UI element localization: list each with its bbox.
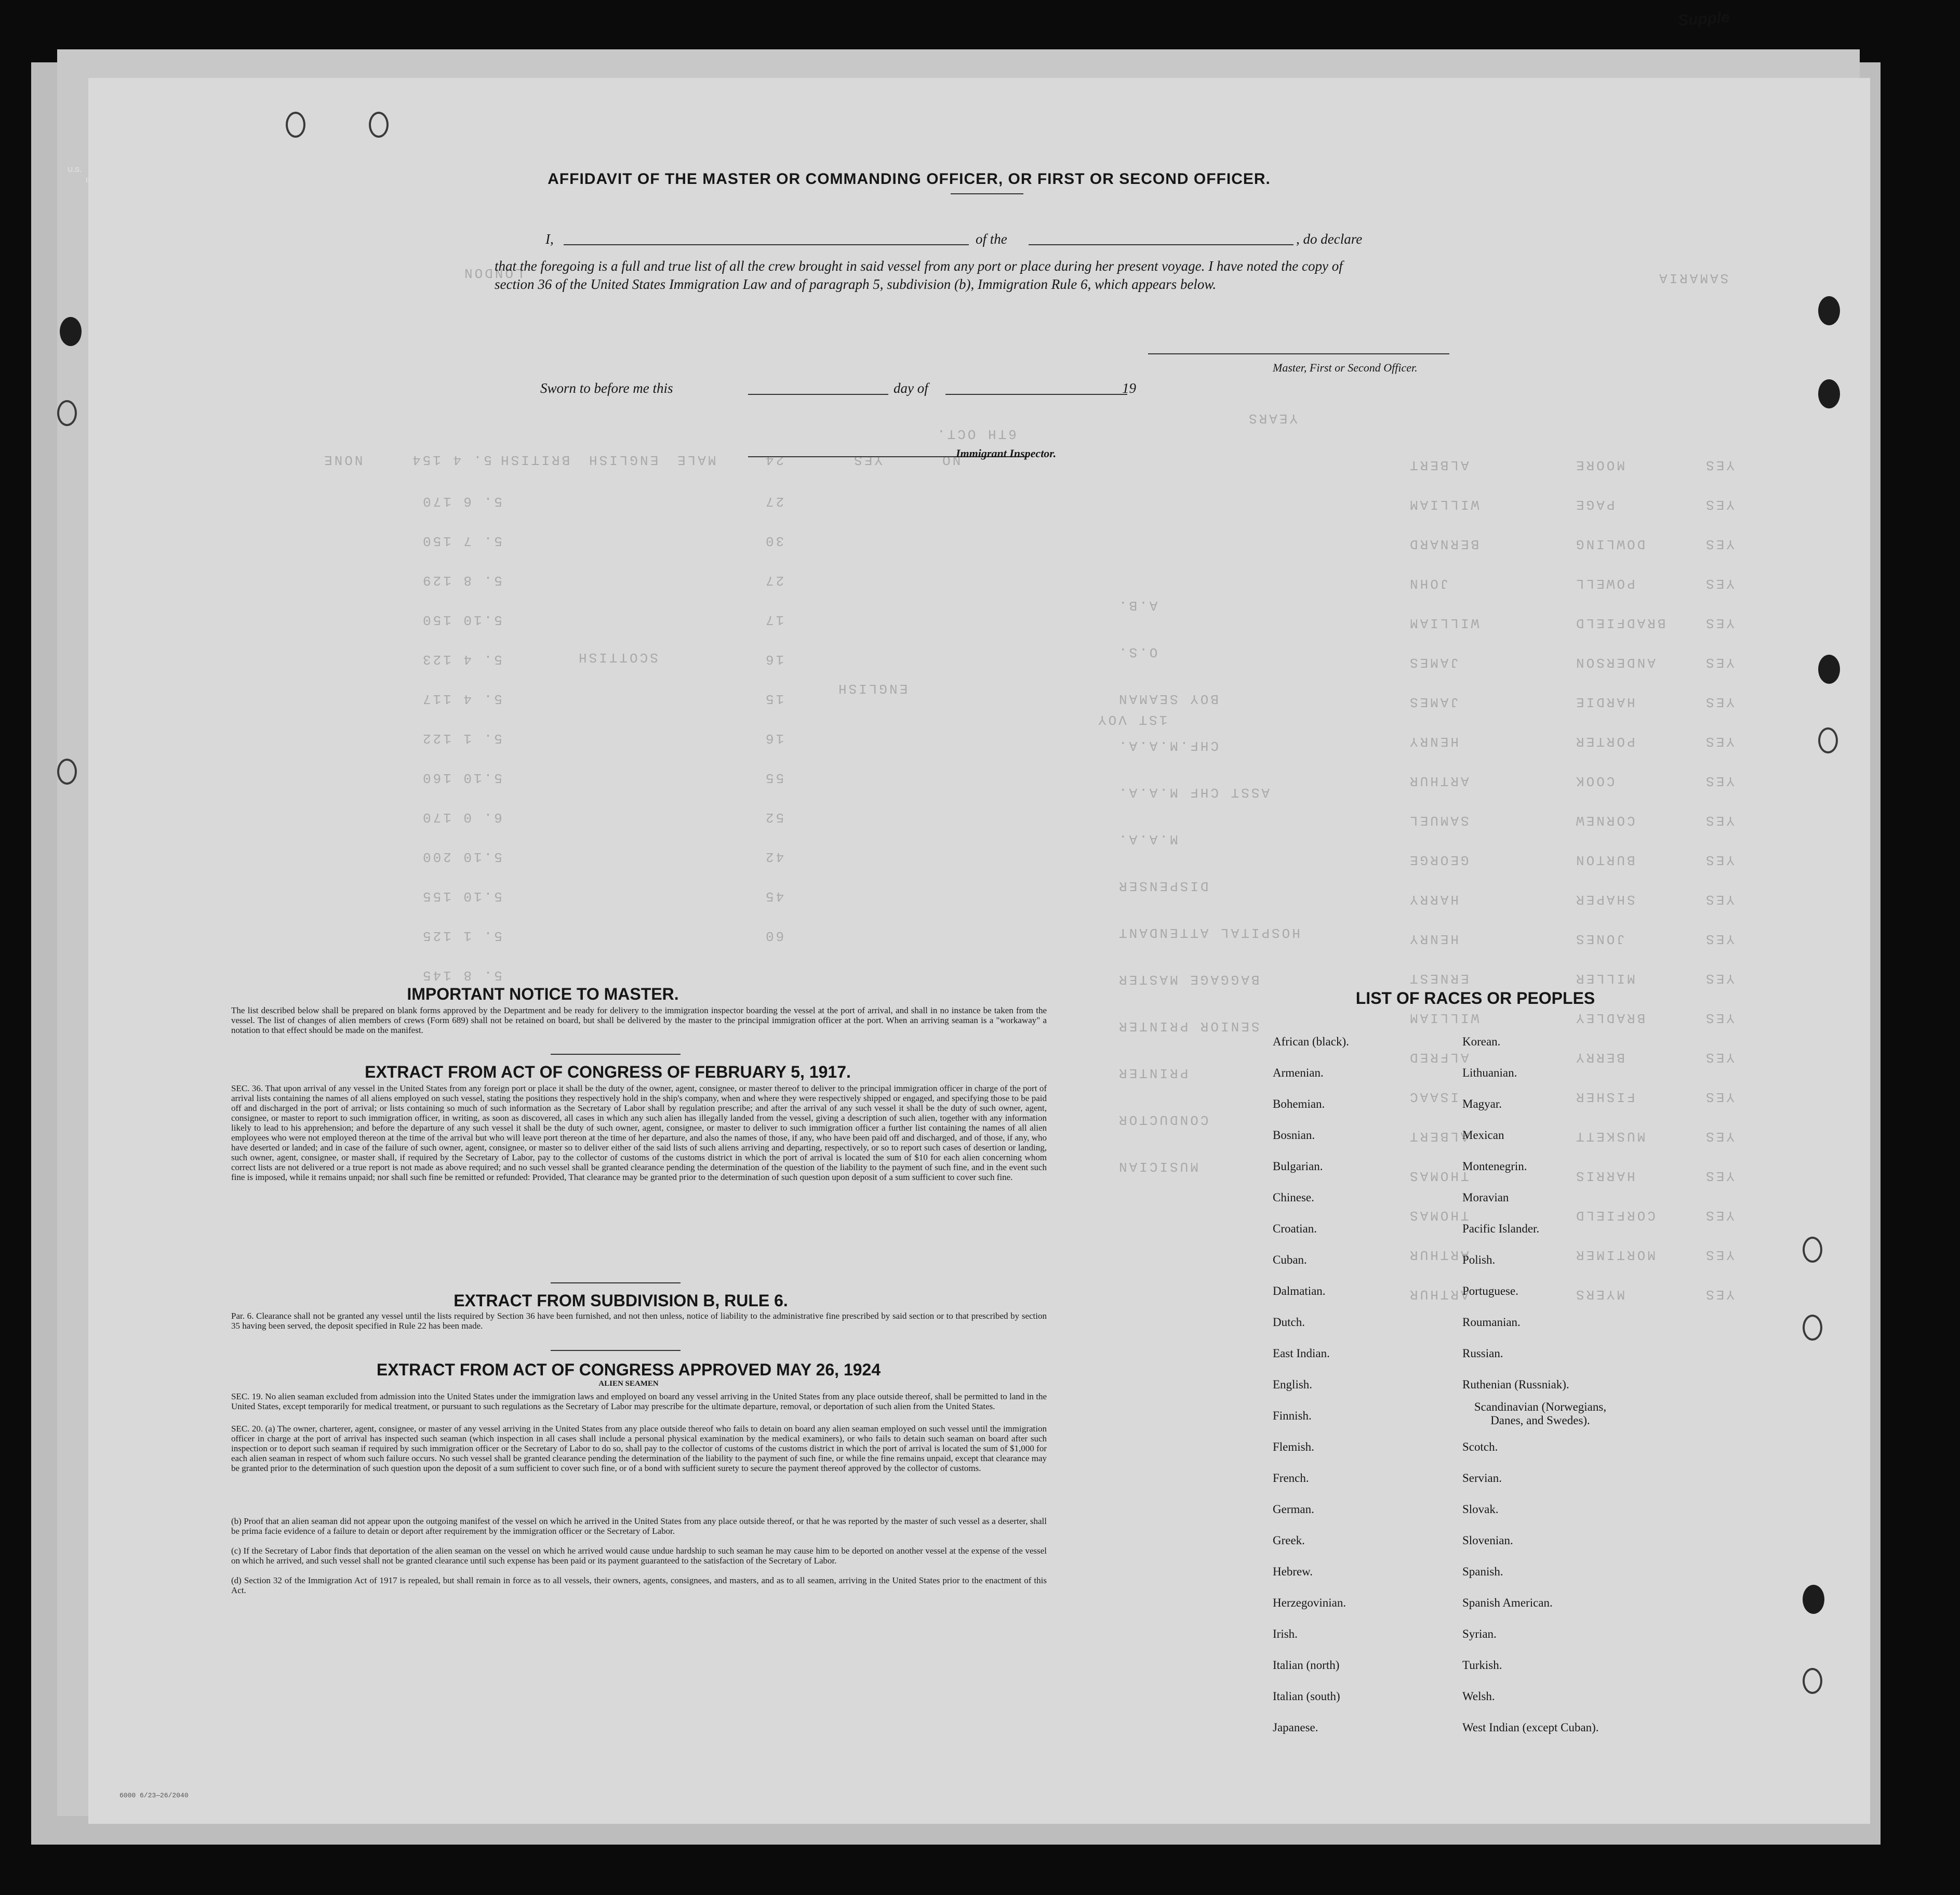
ghost-surname: PAGE: [1574, 497, 1615, 512]
rule6-title: EXTRACT FROM SUBDIVISION B, RULE 6.: [454, 1291, 788, 1310]
ghost-given-name: SAMUEL: [1408, 813, 1469, 828]
ghost-rating: ASST CHF M.A.A.: [1117, 785, 1270, 800]
ghost-surname: MYERS: [1574, 1287, 1625, 1302]
race-item: Lithuanian.: [1462, 1066, 1517, 1079]
race-item: West Indian (except Cuban).: [1462, 1721, 1599, 1734]
divider: [951, 193, 1023, 194]
ghost-age: 55: [764, 770, 784, 786]
binder-hole: [1803, 1668, 1822, 1694]
ghost-given-name: THOMAS: [1408, 1168, 1469, 1184]
ghost-rating: O.S.: [1117, 644, 1158, 660]
race-item: Montenegrin.: [1462, 1160, 1527, 1173]
ghost-first-row: YES: [852, 452, 883, 468]
binder-tab: [1803, 1585, 1824, 1614]
ghost-surname: PORTER: [1574, 734, 1635, 749]
race-item: Moravian: [1462, 1191, 1509, 1204]
affidavit-of-the: of the: [976, 231, 1007, 247]
race-item: Hebrew.: [1273, 1565, 1313, 1578]
ghost-yes: YES: [1704, 655, 1735, 670]
ghost-yes: YES: [1704, 576, 1735, 591]
extract-1924-title: EXTRACT FROM ACT OF CONGRESS APPROVED MAY 26, 1924: [376, 1360, 881, 1379]
ghost-height-weight: 5.10 160: [421, 770, 502, 786]
race-item: Slovenian.: [1462, 1534, 1513, 1547]
ghost-surname: MUSKETT: [1574, 1129, 1646, 1144]
ghost-age: 16: [764, 652, 784, 667]
race-item: Cuban.: [1273, 1253, 1307, 1266]
ghost-height-weight: 5. 7 150: [421, 533, 502, 549]
race-item: Welsh.: [1462, 1690, 1495, 1703]
ghost-rating: CHF.M.A.A.: [1117, 738, 1219, 753]
affidavit-title: AFFIDAVIT OF THE MASTER OR COMMANDING OFFICER, OR FIRST OR SECOND OFFICER.: [548, 170, 1271, 188]
binder-tab: [1818, 655, 1840, 684]
binder-tab: [1818, 379, 1840, 408]
ghost-given-name: WILLIAM: [1408, 1010, 1479, 1026]
ghost-surname: JONES: [1574, 931, 1625, 947]
ghost-yes: YES: [1704, 852, 1735, 868]
ghost-age: 42: [764, 849, 784, 865]
race-item: Russian.: [1462, 1347, 1503, 1360]
ghost-surname: BRADLEY: [1574, 1010, 1646, 1026]
binder-hole: [1803, 1315, 1822, 1341]
ghost-port: LONDON: [462, 265, 524, 281]
race-item: Scandinavian (Norwegians, Danes, and Swedes).: [1474, 1400, 1607, 1427]
ghost-yes: YES: [1704, 1089, 1735, 1105]
sec20d-text: (d) Section 32 of the Immigration Act of 1917 is repealed, but shall remain in force as to all vessels, their owners, agents, consignees, and masters, and as to all seamen, arriving in the United States prior to the enactment of this Act.: [231, 1575, 1047, 1595]
ghost-height-weight: 5. 6 170: [421, 494, 502, 509]
divider: [551, 1350, 681, 1351]
ghost-height-weight: 5.10 150: [421, 612, 502, 628]
year-label: 19: [1122, 380, 1136, 396]
ghost-age: 15: [764, 691, 784, 707]
ghost-given-name: ARTHUR: [1408, 1247, 1469, 1263]
ghost-first-row: 24: [764, 452, 784, 468]
inspector-label: Immigrant Inspector.: [956, 447, 1057, 460]
race-item: Dutch.: [1273, 1316, 1305, 1329]
race-item: Magyar.: [1462, 1097, 1502, 1110]
ghost-yes: YES: [1704, 1129, 1735, 1144]
ghost-given-name: GEORGE: [1408, 852, 1469, 868]
left-margin-mark: U.S.: [68, 165, 82, 174]
ghost-given-name: HENRY: [1408, 931, 1459, 947]
ghost-surname: POWELL: [1574, 576, 1635, 591]
ghost-first-row: 5. 4 154: [410, 452, 492, 468]
ghost-rating: A.B.: [1117, 598, 1158, 613]
race-item: Spanish.: [1462, 1565, 1503, 1578]
ghost-age: 17: [764, 612, 784, 628]
divider: [551, 1054, 681, 1055]
ghost-surname: SHAPER: [1574, 892, 1635, 907]
ghost-given-name: HENRY: [1408, 734, 1459, 749]
ghost-age: 45: [764, 889, 784, 904]
ghost-given-name: JOHN: [1408, 576, 1449, 591]
affidavit-i: I,: [545, 231, 554, 247]
ghost-given-name: ALFRED: [1408, 1050, 1469, 1065]
ghost-extra: SCOTTISH: [577, 650, 658, 665]
race-item: Scotch.: [1462, 1440, 1498, 1453]
race-item: Ruthenian (Russniak).: [1462, 1378, 1569, 1391]
race-item: Servian.: [1462, 1472, 1502, 1485]
binder-tab: [60, 317, 82, 346]
race-item: English.: [1273, 1378, 1313, 1391]
ghost-height-weight: 5.10 200: [421, 849, 502, 865]
race-item: Portuguese.: [1462, 1284, 1518, 1297]
ghost-surname: MOORE: [1574, 457, 1625, 473]
races-title: LIST OF RACES OR PEOPLES: [1355, 989, 1595, 1008]
ghost-height-weight: 6. 0 170: [421, 810, 502, 825]
binder-tab: [1818, 296, 1840, 325]
day-blank: [748, 394, 888, 395]
ghost-age: 60: [764, 928, 784, 944]
races-column-1: [1273, 1026, 1349, 1743]
ghost-given-name: ARTHUR: [1408, 1287, 1469, 1302]
ghost-surname: CORFIELD: [1574, 1208, 1656, 1223]
ghost-surname: DOWLING: [1574, 536, 1646, 552]
ghost-age: 52: [764, 810, 784, 825]
signature-label: Master, First or Second Officer.: [1273, 361, 1418, 374]
sec20c-text: (c) If the Secretary of Labor finds that deportation of the alien seaman on the vessel on which he arrived would cause undue hardship to such seaman he may cause him to be deported on another vessel at the expense of the vessel on which he arrived, and such vessel shall not be granted clearance until such expense has been paid or its payment guaranteed to the satisfaction of the Secretary of Labor.: [231, 1546, 1047, 1566]
ghost-height-weight: 5. 1 125: [421, 928, 502, 944]
race-item: Greek.: [1273, 1534, 1305, 1547]
ghost-height-weight: 5. 4 123: [421, 652, 502, 667]
ghost-rating: BOY SEAMAN: [1117, 691, 1219, 707]
ghost-given-name: JAMES: [1408, 655, 1459, 670]
ghost-given-name: THOMAS: [1408, 1208, 1469, 1223]
race-item: Flemish.: [1273, 1440, 1314, 1453]
ghost-years: YEARS: [1247, 410, 1298, 426]
day-of-label: day of: [894, 380, 928, 396]
ghost-yes: YES: [1704, 615, 1735, 631]
ghost-rating: CONDUCTOR: [1117, 1112, 1209, 1128]
affidavit-declare: , do declare: [1296, 231, 1363, 247]
race-item: Armenian.: [1273, 1066, 1324, 1079]
ghost-surname: COOK: [1574, 773, 1615, 789]
race-item: Bohemian.: [1273, 1097, 1325, 1110]
ghost-yes: YES: [1704, 1287, 1735, 1302]
ghost-height-weight: 5. 4 117: [421, 691, 502, 707]
binder-hole: [286, 112, 305, 138]
footer-code: 6000 6/23—26/2040: [119, 1792, 189, 1799]
ghost-height-weight: 5. 8 145: [421, 968, 502, 983]
divider: [551, 1282, 681, 1283]
ghost-given-name: ARTHUR: [1408, 773, 1469, 789]
race-item: African (black).: [1273, 1035, 1349, 1048]
ghost-yes: YES: [1704, 773, 1735, 789]
race-item: Turkish.: [1462, 1659, 1502, 1672]
ghost-rating: DISPENSER: [1117, 878, 1209, 894]
ghost-surname: HARDIE: [1574, 694, 1635, 710]
races-column-2: [1462, 1026, 1618, 1743]
ghost-rating: HOSPITAL ATTENDANT: [1117, 925, 1300, 940]
ghost-yes: YES: [1704, 1050, 1735, 1065]
race-item: Pacific Islander.: [1462, 1222, 1540, 1235]
race-item: Finnish.: [1273, 1409, 1312, 1422]
ghost-yes: YES: [1704, 1247, 1735, 1263]
race-item: Italian (north): [1273, 1659, 1340, 1672]
ghost-given-name: ALBERT: [1408, 457, 1469, 473]
ghost-age: 16: [764, 731, 784, 746]
manifest-sheet: [88, 8, 1870, 1824]
ghost-yes: YES: [1704, 971, 1735, 986]
corner-note: Supple: [1677, 8, 1731, 30]
signature-blank: [1148, 353, 1449, 354]
binder-hole: [369, 112, 389, 138]
ghost-height-weight: 5. 8 129: [421, 573, 502, 588]
race-item: German.: [1273, 1503, 1314, 1516]
ghost-given-name: ISAAC: [1408, 1089, 1459, 1105]
race-item: Croatian.: [1273, 1222, 1317, 1235]
ghost-surname: BERRY: [1574, 1050, 1625, 1065]
ghost-rating: MUSICIAN: [1117, 1159, 1198, 1174]
ghost-surname: FISHER: [1574, 1089, 1635, 1105]
ghost-surname: ANDERSON: [1574, 655, 1656, 670]
ghost-given-name: WILLIAM: [1408, 497, 1479, 512]
notice-title: IMPORTANT NOTICE TO MASTER.: [407, 985, 679, 1003]
race-item: Italian (south): [1273, 1690, 1340, 1703]
ghost-surname: HARRIS: [1574, 1168, 1635, 1184]
ghost-age: 27: [764, 573, 784, 588]
ghost-yes: YES: [1704, 1168, 1735, 1184]
binder-hole: [57, 400, 77, 426]
race-item: Bosnian.: [1273, 1129, 1315, 1142]
ghost-given-name: HARRY: [1408, 892, 1459, 907]
name-blank: [564, 244, 969, 245]
race-item: Herzegovinian.: [1273, 1596, 1346, 1609]
ghost-given-name: ALBERT: [1408, 1129, 1469, 1144]
ghost-first-row: NO: [940, 452, 961, 468]
ghost-yes: YES: [1704, 497, 1735, 512]
race-item: Korean.: [1462, 1035, 1501, 1048]
race-item: Slovak.: [1462, 1503, 1499, 1516]
ghost-yes: YES: [1704, 1208, 1735, 1223]
ghost-given-name: ERNEST: [1408, 971, 1469, 986]
race-item: Dalmatian.: [1273, 1284, 1326, 1297]
left-margin-mark: II: [86, 176, 90, 184]
ghost-given-name: BERNARD: [1408, 536, 1479, 552]
ghost-vessel: SAMARIA: [1657, 270, 1729, 286]
ghost-date: 6TH OCT.: [935, 426, 1017, 442]
sec20b-text: (b) Proof that an alien seaman did not appear upon the outgoing manifest of the vessel on which he arrived in the United States from any place outside thereof, or that he was reported by the master of such vessel as a deserter, shall be prima facie evidence of a failure to detain or deport after requirement by the immigration officer or the Secretary of Labor.: [231, 1516, 1047, 1536]
race-item: Irish.: [1273, 1627, 1298, 1640]
ghost-first-row: NONE: [322, 452, 363, 468]
ghost-given-name: WILLIAM: [1408, 615, 1479, 631]
binder-hole: [57, 759, 77, 785]
ghost-rating: SENIOR PRINTER: [1117, 1018, 1260, 1034]
ghost-extra: 1ST VOY: [1096, 712, 1168, 727]
ghost-age: 30: [764, 533, 784, 549]
sec19-text: SEC. 19. No alien seaman excluded from admission into the United States under the immigration laws and employed on board any vessel arriving in the United States from any place outside thereof, shall be permitted to land in the United States, except temporarily for medical treatment, or pursuant to such regulations as the Secretary of Labor may prescribe for the ultimate departure, removal, or deportation of such alien from the United States.: [231, 1392, 1047, 1411]
ghost-extra: ENGLISH: [836, 681, 908, 696]
ghost-yes: YES: [1704, 457, 1735, 473]
ghost-surname: CORNEW: [1574, 813, 1635, 828]
affidavit-body: that the foregoing is a full and true list of all the crew brought in said vessel from any port or place during her present voyage. I have noted the copy of section 36 of the United States Immigration Law and of paragraph 5, subdivision (b), Immigration Rule 6, which appears below.: [495, 258, 1343, 292]
ghost-yes: YES: [1704, 734, 1735, 749]
vessel-blank: [1029, 244, 1294, 245]
ghost-surname: MORTIMER: [1574, 1247, 1656, 1263]
ghost-first-row: MALE: [675, 452, 716, 468]
ghost-given-name: JAMES: [1408, 694, 1459, 710]
race-item: East Indian.: [1273, 1347, 1330, 1360]
ghost-rating: BAGGAGE MASTER: [1117, 972, 1260, 987]
sec20a-text: SEC. 20. (a) The owner, charterer, agent, consignee, or master of any vessel arriving in the United States from any place outside thereof who fails to detain on board any alien seaman employed on such vessel until the immigration officer in charge at the port of arrival has inspected such seaman (which inspection in all cases shall include a personal physical examination by the medical examiners), or who fails to detain such seaman on board after such inspection or to deport such seaman if required by such immigration officer or the Secretary of Labor to do so, shall pay to the collector of customs of the customs district in which the port of arrival is located the sum of $1,000 for each alien seaman in respect of whom such failure occurs. No such vessel shall be granted clearance pending the determination of the liability to the payment of such fine, or while the fine remains unpaid, except that clearance may be granted prior to the determination of such question upon the deposit of a sum sufficient to cover such fine, or of a bond with sufficient surety to secure the payment thereof approved by the collector of customs.: [231, 1424, 1047, 1473]
binder-hole: [1803, 1237, 1822, 1263]
ghost-first-row: ENGLISH: [587, 452, 659, 468]
race-item: Roumanian.: [1462, 1316, 1521, 1329]
race-item: French.: [1273, 1472, 1309, 1485]
ghost-surname: BRADFIELD: [1574, 615, 1666, 631]
extract-1924-subtitle: ALIEN SEAMEN: [598, 1380, 659, 1388]
ghost-rating: M.A.A.: [1117, 831, 1178, 847]
extract-1917-text: SEC. 36. That upon arrival of any vessel in the United States from any foreign port or place it shall be the duty of the owner, agent, consignee, or master thereof to deliver to the principal immigration officer in charge of the port of arrival lists containing the names of all aliens employed on such vessel, stating the positions they respectively hold in the ship's company, when and where they were respectively shipped or engaged, and specifying those to be paid off and discharged in the port of arrival; or lists containing so much of such information as the Secretary of Labor shall by regulation prescribe; and after the arrival of any such vessel it shall be the duty of such owner, agent, consignee, or master to report to such immigration officer, in writing, as soon as discovered, all cases in which any such alien has illegally landed from the vessel, giving a description of such alien, together with any information likely to lead to his apprehension; and before the departure of any such vessel it shall be the duty of such owner, agent, consignee, or master to deliver to such immigration officer a further list containing the names of all alien employees who were not employed thereon at the time of the arrival but who will leave port thereon at the time of her departure, and also the names of those, if any, who have been paid off and discharged, and of those, if any, who have deserted or landed; and in case of the failure of such owner, agent, consignee, or master so to deliver either of the said lists of such aliens arriving and departing, respectively, or so to report such cases of desertion or landing, such owner, agent, consignee, or master shall, if required by the Secretary of Labor, pay to the collector of customs of the customs district in which the port of arrival is located the sum of $10 for each alien concerning whom correct lists are not delivered or a true report is not made as above required; and no such vessel shall be granted clearance pending the determination of the question of the liability to the payment of such fine, and in the event such fine is imposed, while it remains unpaid; nor shall such fine be remitted or refunded: Provided, That clearance may be granted prior to the determination of such question upon deposit of a sum sufficient to cover such fine.: [231, 1083, 1047, 1182]
ghost-rating: PRINTER: [1117, 1065, 1189, 1081]
binder-hole: [1818, 727, 1838, 753]
extract-1917-title: EXTRACT FROM ACT OF CONGRESS OF FEBRUARY 5, 1917.: [365, 1063, 851, 1081]
race-item: Chinese.: [1273, 1191, 1314, 1204]
ghost-height-weight: 5. 1 122: [421, 731, 502, 746]
notice-text: The list described below shall be prepared on blank forms approved by the Department and be ready for delivery to the immigration inspector boarding the vessel at the port of arrival, and shall in no instance be taken from the vessel. The list of changes of alien members of crews (Form 689) shall not be retained on board, but shall be delivered by the master to the principal immigration officer at the port. When an arriving seaman is a "workaway" a notation to that effect should be made on the manifest.: [231, 1005, 1047, 1035]
ghost-surname: MILLER: [1574, 971, 1635, 986]
rule6-text: Par. 6. Clearance shall not be granted any vessel until the lists required by Section 36 have been furnished, and not then unless, notice of liability to the administrative fine prescribed by said section or to that prescribed by section 35 having been served, the deposit specified in Rule 22 has been made.: [231, 1311, 1047, 1331]
race-item: Mexican: [1462, 1129, 1504, 1142]
ghost-age: 27: [764, 494, 784, 509]
race-item: Polish.: [1462, 1253, 1496, 1266]
ghost-yes: YES: [1704, 694, 1735, 710]
race-item: Japanese.: [1273, 1721, 1318, 1734]
race-item: Bulgarian.: [1273, 1160, 1323, 1173]
ghost-yes: YES: [1704, 536, 1735, 552]
ghost-yes: YES: [1704, 813, 1735, 828]
ghost-surname: BURTON: [1574, 852, 1635, 868]
ghost-height-weight: 5.10 155: [421, 889, 502, 904]
race-item: Syrian.: [1462, 1627, 1497, 1640]
ghost-yes: YES: [1704, 931, 1735, 947]
race-item: Spanish American.: [1462, 1596, 1553, 1609]
sworn-label: Sworn to before me this: [540, 380, 673, 396]
ghost-yes: YES: [1704, 892, 1735, 907]
month-blank: [945, 394, 1127, 395]
ghost-first-row: BRITISH: [499, 452, 570, 468]
ghost-yes: YES: [1704, 1010, 1735, 1026]
